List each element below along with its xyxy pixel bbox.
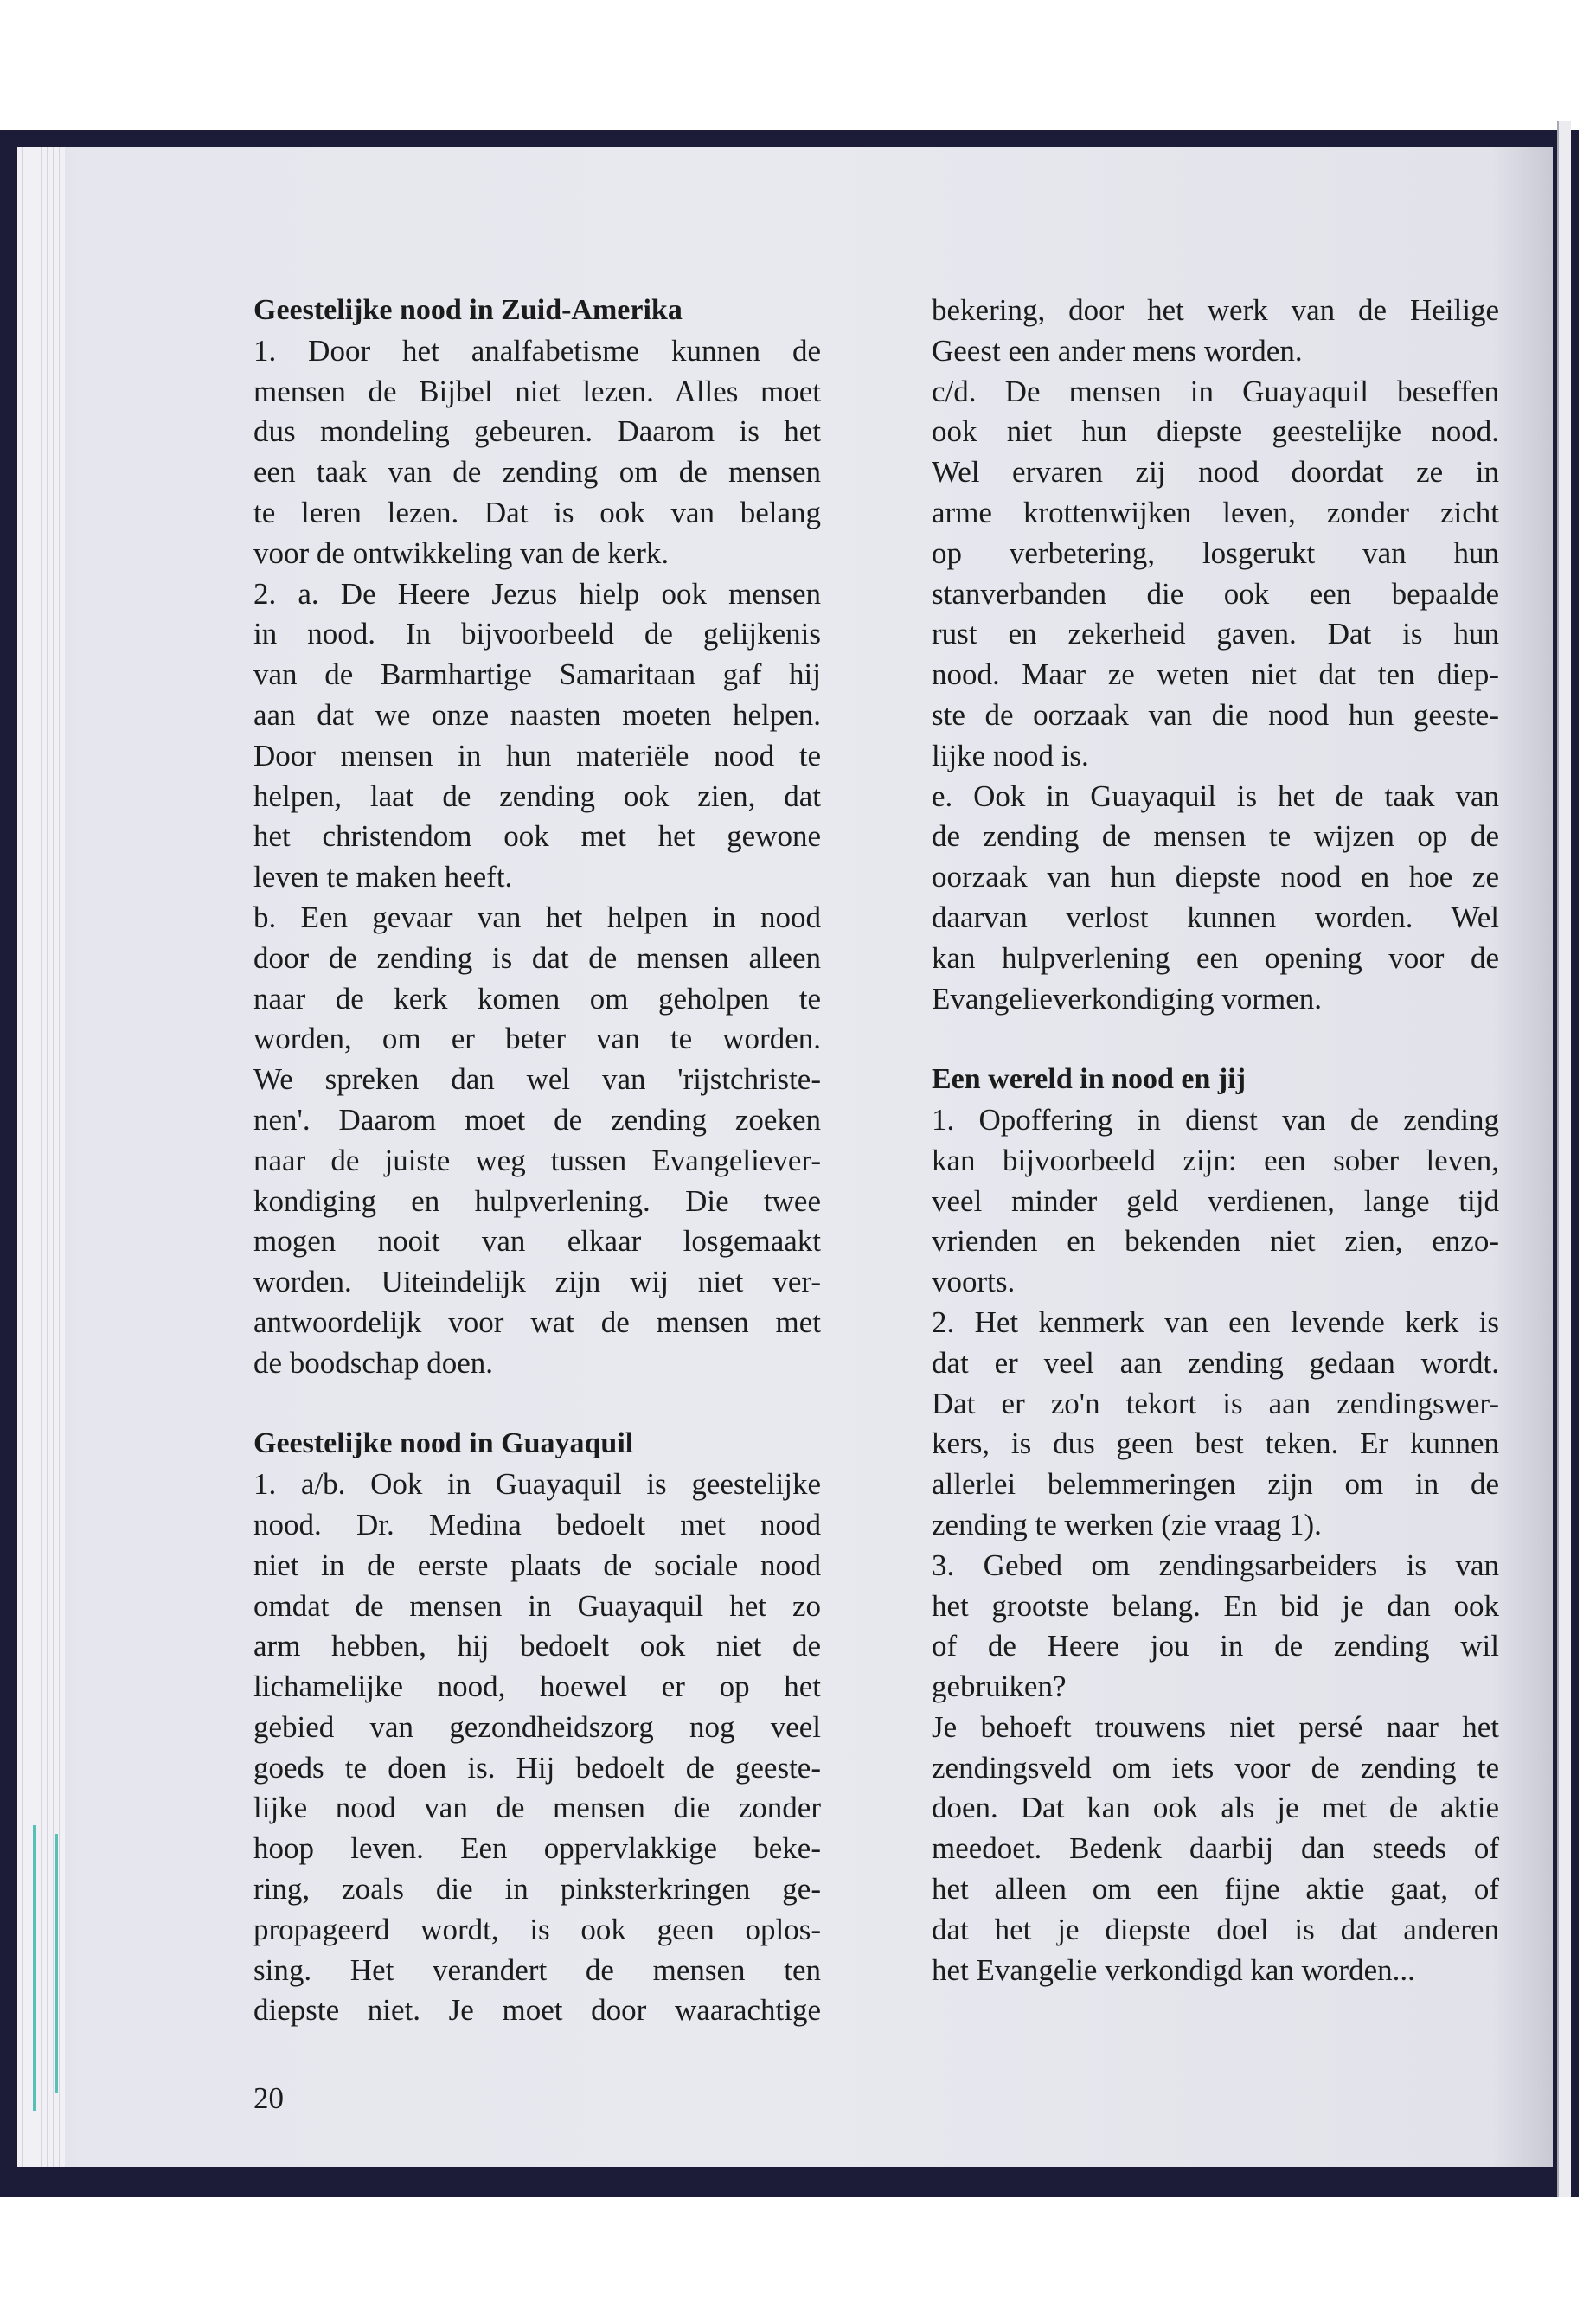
text-line: ste de oorzaak van die nood hun geeste- (932, 697, 1499, 732)
text-line: We spreken dan wel van 'rijstchriste- (253, 1062, 821, 1097)
text-line: kers, is dus geen best teken. Er kunnen (932, 1426, 1499, 1461)
text-line: oorzaak van hun diepste nood en hoe ze (932, 860, 1499, 894)
text-line: nood. Maar ze weten niet dat ten diep- (932, 657, 1499, 692)
paragraph (253, 574, 821, 898)
text-line: arme krottenwijken leven, zonder zicht (932, 495, 1499, 529)
text-line: c/d. De mensen in Guayaquil beseffen (932, 374, 1499, 408)
paragraph (932, 777, 1499, 1020)
text-line: nen'. Daarom moet de zending zoeken (253, 1102, 821, 1137)
text-line: dat het je diepste doel is dat anderen (932, 1912, 1499, 1946)
paragraph (932, 1708, 1499, 1991)
right-column (932, 291, 1499, 1990)
paragraph (932, 291, 1499, 372)
text-line: het grootste belang. En bid je dan ook (932, 1588, 1499, 1623)
text-line: lijke nood is. (932, 738, 1089, 772)
text-line: vrienden en bekenden niet zien, enzo- (932, 1224, 1499, 1259)
paragraph (932, 1546, 1499, 1708)
text-line: goeds te doen is. Hij bedoelt de geeste- (253, 1750, 821, 1785)
text-line: lijke nood van de mensen die zonder (253, 1791, 821, 1825)
text-line: 3. Gebed om zendingsarbeiders is van (932, 1548, 1499, 1582)
text-line: naar de juiste weg tussen Evangeliever- (253, 1143, 821, 1177)
text-line: kondiging en hulpverlening. Die twee (253, 1183, 821, 1218)
text-line: sing. Het verandert de mensen ten (253, 1952, 821, 1987)
text-line: lichamelijke nood, hoewel er op het (253, 1670, 821, 1704)
text-line: gebruiken? (932, 1670, 1067, 1704)
text-line: 2. Het kenmerk van een levende kerk is (932, 1304, 1499, 1339)
text-line: mensen de Bijbel niet lezen. Alles moet (253, 374, 821, 408)
text-line: arm hebben, hij bedoelt ook niet de (253, 1629, 821, 1663)
text-line: naar de kerk komen om geholpen te (253, 981, 821, 1016)
text-line: bekering, door het werk van de Heilige (932, 293, 1499, 327)
text-line: kan hulpverlening een opening voor de (932, 940, 1499, 975)
section-heading: Geestelijke nood in Zuid-Amerika (253, 294, 683, 326)
page-number: 20 (253, 2081, 284, 2115)
text-line: veel minder geld verdienen, lange tijd (932, 1183, 1499, 1218)
text-line: te leren lezen. Dat is ook van belang (253, 495, 821, 529)
text-line: Evangelieverkondiging vormen. (932, 981, 1322, 1016)
text-line: voor de ontwikkeling van de kerk. (253, 535, 670, 570)
text-line: diepste niet. Je moet door waarachtige (253, 1993, 821, 2028)
text-line: 1. Door het analfabetisme kunnen de (253, 333, 821, 368)
text-line: de zending de mensen te wijzen op de (932, 819, 1499, 854)
page-edge-right (1557, 121, 1571, 2197)
text-line: 1. a/b. Ook in Guayaquil is geestelijke (253, 1467, 821, 1502)
text-line: mogen nooit van elkaar losgemaakt (253, 1224, 821, 1259)
paragraph (253, 331, 821, 574)
paragraph (932, 1100, 1499, 1303)
paragraph (253, 898, 821, 1384)
text-line: stanverbanden die ook een bepaalde (932, 576, 1499, 611)
text-line: leven te maken heeft. (253, 860, 513, 894)
text-line: helpen, laat de zending ook zien, dat (253, 779, 821, 813)
section-heading: Geestelijke nood in Guayaquil (253, 1427, 634, 1460)
text-line: van de Barmhartige Samaritaan gaf hij (253, 657, 821, 692)
text-line: doen. Dat kan ook als je met de aktie (932, 1791, 1499, 1825)
text-line: kan bijvoorbeeld zijn: een sober leven, (932, 1143, 1499, 1177)
text-line: 2. a. De Heere Jezus hielp ook mensen (253, 576, 821, 611)
text-line: op verbetering, losgerukt van hun (932, 535, 1499, 570)
text-line: voorts. (932, 1265, 1016, 1299)
text-line: Wel ervaren zij nood doordat ze in (932, 455, 1499, 490)
page-tab-mark (55, 1834, 58, 2093)
text-line: dus mondeling gebeuren. Daarom is het (253, 414, 821, 449)
text-line: een taak van de zending om de mensen (253, 455, 821, 490)
text-line: of de Heere jou in de zending wil (932, 1629, 1499, 1663)
text-line: door de zending is dat de mensen alleen (253, 940, 821, 975)
text-line: 1. Opoffering in dienst van de zending (932, 1102, 1499, 1137)
text-line: het Evangelie verkondigd kan worden... (932, 1952, 1415, 1987)
text-line: ring, zoals die in pinksterkringen ge- (253, 1872, 821, 1907)
text-line: gebied van gezondheidszorg nog veel (253, 1709, 821, 1744)
text-line: Door mensen in hun materiële nood te (253, 738, 821, 772)
page-tab-mark (33, 1825, 36, 2111)
section-gap (253, 1384, 821, 1425)
text-line: e. Ook in Guayaquil is het de taak van (932, 779, 1499, 813)
text-line: nood. Dr. Medina bedoelt met nood (253, 1507, 821, 1541)
text-line: worden. Uiteindelijk zijn wij niet ver- (253, 1265, 821, 1299)
paragraph (932, 372, 1499, 777)
text-line: meedoet. Bedenk daarbij dan steeds of (932, 1831, 1499, 1866)
section-gap (932, 1019, 1499, 1060)
text-line: Dat er zo'n tekort is aan zendingswer- (932, 1386, 1499, 1420)
text-line: zending te werken (zie vraag 1). (932, 1507, 1322, 1541)
text-line: Geest een ander mens worden. (932, 333, 1303, 368)
text-line: zendingsveld om iets voor de zending te (932, 1750, 1499, 1785)
text-line: niet in de eerste plaats de sociale nood (253, 1548, 821, 1582)
text-line: ook niet hun diepste geestelijke nood. (932, 414, 1499, 449)
text-line: aan dat we onze naasten moeten helpen. (253, 697, 821, 732)
text-line: allerlei belemmeringen zijn om in de (932, 1467, 1499, 1502)
text-line: b. Een gevaar van het helpen in nood (253, 900, 821, 934)
text-line: het christendom ook met het gewone (253, 819, 821, 854)
text-line: rust en zekerheid gaven. Dat is hun (932, 617, 1499, 651)
text-line: antwoordelijk voor wat de mensen met (253, 1304, 821, 1339)
text-line: omdat de mensen in Guayaquil het zo (253, 1588, 821, 1623)
text-line: worden, om er beter van te worden. (253, 1022, 821, 1056)
text-line: daarvan verlost kunnen worden. Wel (932, 900, 1499, 934)
paragraph (932, 1303, 1499, 1546)
left-column (253, 291, 821, 2031)
text-line: propageerd wordt, is ook geen oplos- (253, 1912, 821, 1946)
text-line: dat er veel aan zending gedaan wordt. (932, 1345, 1499, 1380)
text-line: in nood. In bijvoorbeeld de gelijkenis (253, 617, 821, 651)
text-line: Je behoeft trouwens niet persé naar het (932, 1709, 1499, 1744)
paragraph (253, 1465, 821, 2031)
text-line: het alleen om een fijne aktie gaat, of (932, 1872, 1499, 1907)
text-line: de boodschap doen. (253, 1345, 494, 1380)
text-line: hoop leven. Een oppervlakkige beke- (253, 1831, 821, 1866)
section-heading: Een wereld in nood en jij (932, 1063, 1247, 1096)
